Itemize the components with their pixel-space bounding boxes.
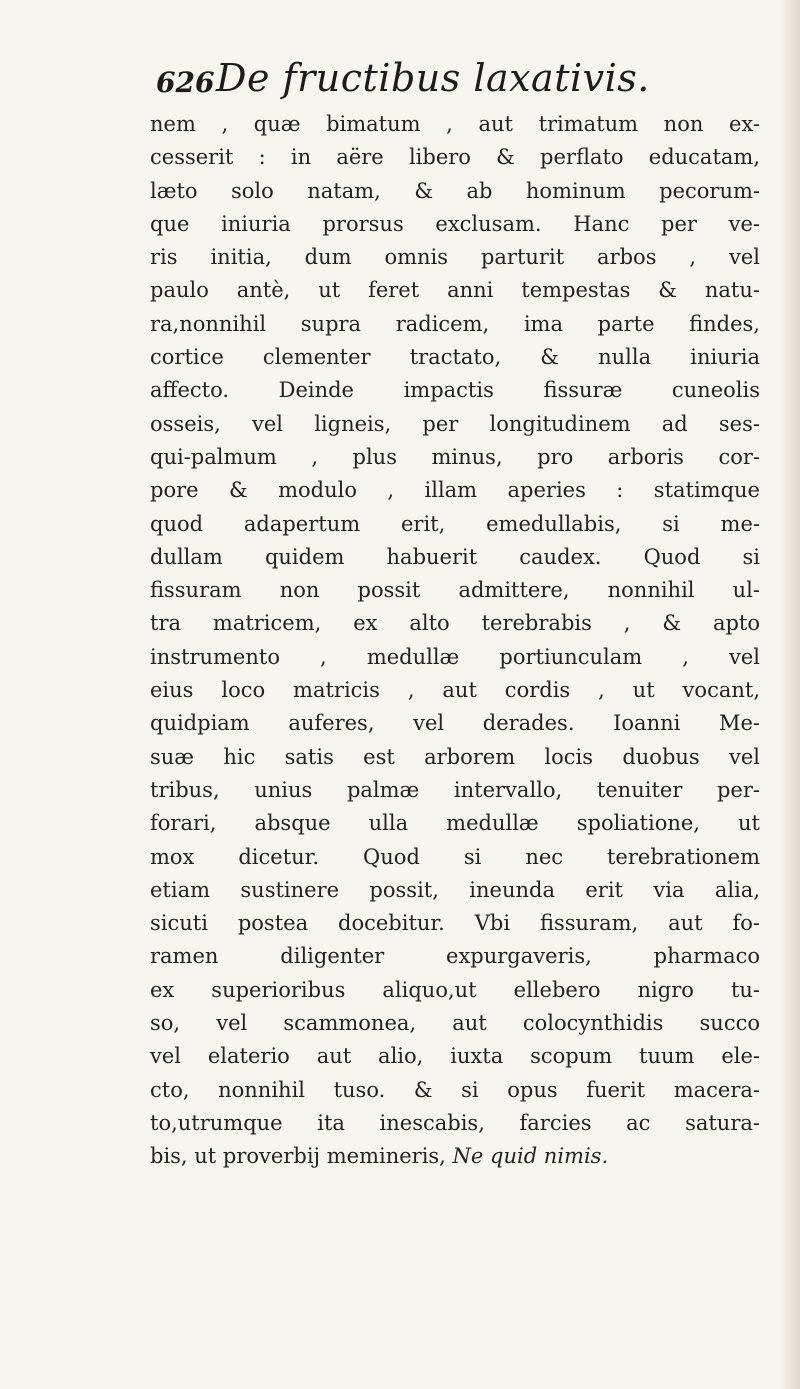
text-line: ex superioribus aliquo,ut ellebero nigro tu- [150,977,760,1002]
text-line: forari, absque ulla medullæ spoliatione, ut [150,811,760,836]
text-line: tra matricem, ex alto terebrabis , & apto [150,611,760,636]
text-line: læto solo natam, & ab hominum pecorum- [150,178,760,203]
text-line: fissuram non possit admittere, nonnihil ul- [150,578,760,603]
text-line: ra,nonnihil supra radicem, ima parte findes, [150,311,760,336]
page-number: 626 [156,66,215,99]
text-line: que iniuria prorsus exclusam. Hanc per ve- [150,211,760,236]
text-line: quod adapertum erit, emedullabis, si me- [150,511,760,536]
text-line: nem , quæ bimatum , aut trimatum non ex- [150,112,760,136]
text-line: affecto. Deinde impactis fissuræ cuneolis [150,378,760,403]
text-line: tribus, unius palmæ intervallo, tenuiter per- [150,777,760,802]
text-line-lead: bis, ut proverbij memineris, [150,1144,453,1169]
closing-phrase: Ne quid nimis. [452,1144,609,1169]
text-line: so, vel scammonea, aut colocynthidis succo [150,1011,760,1036]
text-line: cesserit : in aëre libero & perflato educatam, [150,145,760,170]
text-line: vel elaterio aut alio, iuxta scopum tuum ele- [150,1044,760,1069]
text-line: cortice clementer tractato, & nulla iniuria [150,345,760,370]
text-line: ris initia, dum omnis parturit arbos , vel [150,245,760,270]
text-line: dullam quidem habuerit caudex. Quod si [150,544,760,569]
page-header [156,50,756,110]
text-line: sicuti postea docebitur. Vbi fissuram, aut fo- [150,911,760,936]
text-line: etiam sustinere possit, ineunda erit via alia, [150,877,760,902]
text-line: osseis, vel ligneis, per longitudinem ad ses- [150,411,760,436]
page-edge-shadow [778,0,800,1389]
text-line: cto, nonnihil tuso. & si opus fuerit macera- [150,1077,760,1102]
text-line: pore & modulo , illam aperies : statimque [150,478,760,503]
text-line: instrumento , medullæ portiunculam , vel [150,644,760,669]
text-line: quidpiam auferes, vel derades. Ioanni Me- [150,711,760,736]
text-line-last [150,1140,760,1173]
text-line: ramen diligenter expurgaveris, pharmaco [150,944,760,969]
text-line: to,utrumque ita inescabis, farcies ac satura- [150,1110,760,1135]
text-line: qui-palmum , plus minus, pro arboris cor- [150,444,760,469]
text-line: suæ hic satis est arborem locis duobus vel [150,744,760,769]
body-text [150,108,760,1174]
text-line: paulo antè, ut feret anni tempestas & natu- [150,278,760,303]
text-line: eius loco matricis , aut cordis , ut vocant, [150,678,760,703]
text-line: mox dicetur. Quod si nec terebrationem [150,844,760,869]
running-title: De fructibus laxativis. [216,56,650,100]
